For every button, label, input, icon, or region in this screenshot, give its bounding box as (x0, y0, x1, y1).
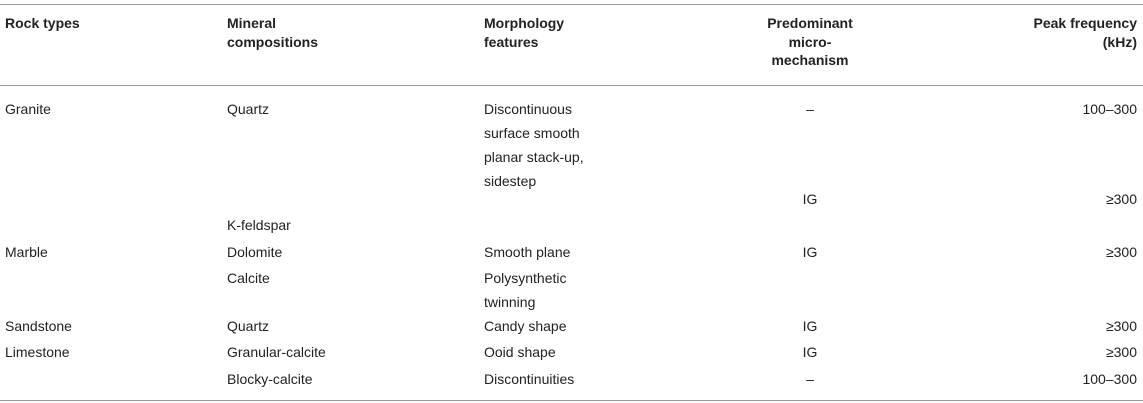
table-bottom-rule (0, 400, 1143, 401)
header-mineral-compositions: Mineral compositions (227, 15, 319, 50)
table-cell-frequency: ≥300 (1105, 318, 1137, 334)
table-cell-morphology: Ooid shape (484, 344, 556, 360)
header-predominant-micro-mechanism: Predominant micro- mechanism (767, 15, 853, 68)
table-cell-frequency: ≥300 (1105, 244, 1137, 260)
header-rock-types: Rock types (5, 15, 80, 31)
table-cell-mechanism: IG (802, 191, 818, 207)
table-cell-morphology: Discontinuities (484, 371, 575, 387)
table-cell-mineral: Dolomite (227, 244, 283, 260)
table-cell-morphology: Smooth plane (484, 244, 571, 260)
header-morphology-features: Morphology features (484, 15, 565, 50)
table-cell-mechanism: IG (802, 344, 818, 360)
table-cell-mechanism: – (806, 371, 814, 387)
table-cell-frequency: 100–300 (1082, 371, 1137, 387)
table-cell-morphology: Candy shape (484, 318, 567, 334)
table-cell-rock: Limestone (5, 344, 70, 360)
table-cell-mineral: Blocky-calcite (227, 371, 313, 387)
table-cell-mineral: Quartz (227, 101, 270, 117)
table-cell-rock: Marble (5, 244, 48, 260)
table-top-rule (0, 4, 1143, 5)
table-cell-mineral: Quartz (227, 318, 270, 334)
table-cell-rock: Granite (5, 101, 51, 117)
table-cell-frequency: ≥300 (1105, 344, 1137, 360)
table-cell-morphology: Discontinuous surface smooth planar stack-up, sidestep (484, 101, 584, 189)
table-cell-morphology: Polysynthetic twinning (484, 270, 567, 310)
table-cell-mechanism: IG (802, 318, 818, 334)
table-cell-mineral: Calcite (227, 270, 270, 286)
header-rule (0, 85, 1143, 86)
table-cell-mineral: Granular-calcite (227, 344, 326, 360)
table-cell-rock: Sandstone (5, 318, 72, 334)
header-peak-frequency: Peak frequency (kHz) (1033, 15, 1137, 50)
table-cell-frequency: ≥300 (1105, 191, 1137, 207)
table-cell-frequency: 100–300 (1082, 101, 1137, 117)
table-cell-mineral: K-feldspar (227, 217, 291, 233)
table-cell-mechanism: IG (802, 244, 818, 260)
table-cell-mechanism: – (806, 101, 814, 117)
